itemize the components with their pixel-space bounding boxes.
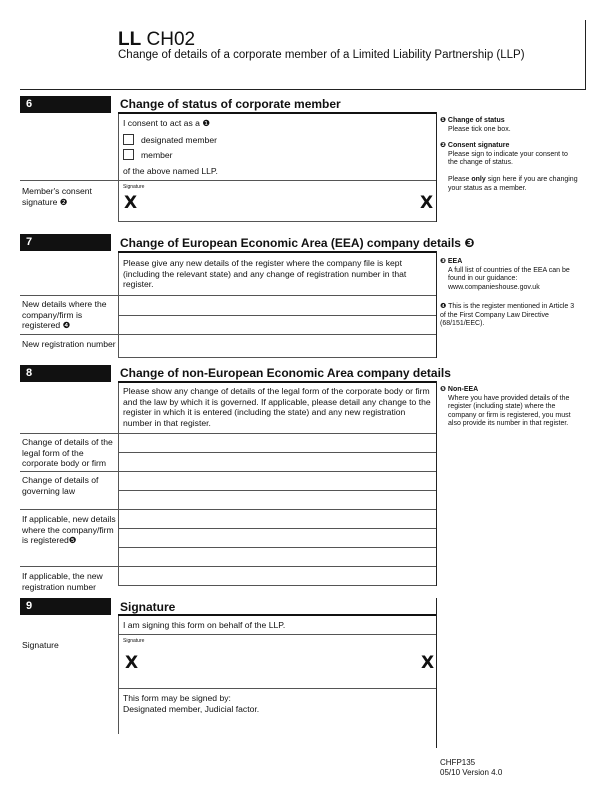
non-eea-register-field-1[interactable] (120, 511, 435, 527)
eea-register-label: New details where the company/firm is registered ❹ (22, 299, 107, 330)
non-eea-regnum-label: If applicable, the new registration number (22, 571, 103, 592)
sign-here-mark-right-9: X (421, 653, 435, 673)
eea-instruction: Please give any new details of the register where the company file is kept (including the relevant state) and any change of registration number in that register. (123, 258, 407, 289)
non-eea-register-label: If applicable, new details where the company/firm is registered❺ (22, 514, 116, 545)
form-code: LL CH02 (118, 29, 196, 50)
eea-regnum-label: New registration number (22, 339, 116, 349)
section-title-7: Change of European Economic Area (EEA) company details ❸ (120, 236, 475, 250)
note-consent-signature: ❷ Consent signature Please sign to indicate your consent to the change of status. (440, 142, 568, 166)
behalf-text: I am signing this form on behalf of the LLP. (123, 620, 286, 630)
non-eea-register-field-3[interactable] (120, 549, 435, 565)
designated-member-label: designated member (141, 135, 217, 145)
eea-register-field-1[interactable] (120, 297, 435, 314)
consent-signature-field[interactable] (122, 183, 434, 220)
signature-caption: Signature (123, 184, 145, 190)
section-number-9: 9 (20, 598, 111, 615)
consent-signature-label: Member's consent signature ❷ (22, 186, 92, 207)
footer-version: 05/10 Version 4.0 (440, 768, 503, 777)
header-frame-right (585, 20, 586, 90)
section-number-7: 7 (20, 234, 111, 251)
designated-member-checkbox[interactable] (123, 134, 134, 145)
header-frame-bottom (20, 89, 586, 90)
section-6-rule (118, 112, 436, 114)
section-number-6: 6 (20, 96, 111, 113)
governing-law-label: Change of details of governing law (22, 475, 99, 496)
signed-by-text: This form may be signed by: (123, 693, 231, 703)
above-llp-text: of the above named LLP. (123, 166, 218, 176)
note-register: ❹ This is the register mentioned in Article 3 of the First Company Law Directive (68/151/EEC). (440, 303, 575, 327)
governing-law-field-2[interactable] (120, 492, 435, 508)
note-change-of-status: ❶ Change of status Please tick one box. (440, 117, 511, 133)
eea-register-field-2[interactable] (120, 317, 435, 333)
sign-here-mark-right: X (420, 193, 434, 213)
member-label: member (141, 150, 173, 160)
note-only-sign: Please only sign here if you are changing your status as a member. (448, 176, 578, 192)
signature-label: Signature (22, 640, 59, 650)
governing-law-field-1[interactable] (120, 473, 435, 489)
llp-signature-field[interactable] (122, 637, 434, 687)
legal-form-field-2[interactable] (120, 454, 435, 470)
non-eea-register-field-2[interactable] (120, 530, 435, 546)
member-checkbox[interactable] (123, 149, 134, 160)
legal-form-field-1[interactable] (120, 435, 435, 451)
sign-here-mark-left-9: X (125, 653, 139, 673)
section-number-8: 8 (20, 365, 111, 382)
form-title: Change of details of a corporate member of a Limited Liability Partnership (LLP) (118, 49, 525, 61)
note-eea: ❸ EEA A full list of countries of the EEA can be found in our guidance: www.companieshouse.gov.uk (440, 258, 570, 291)
section-title-8: Change of non-European Economic Area company details (120, 366, 451, 380)
signers-text: Designated member, Judicial factor. (123, 704, 260, 714)
consent-text: I consent to act as a ❶ (123, 118, 211, 128)
section-title-6: Change of status of corporate member (120, 97, 341, 111)
footer-code: CHFP135 (440, 758, 476, 767)
non-eea-instruction: Please show any change of details of the legal form of the corporate body or firm and the law by which it is governed. If applicable, please detail any change to the register in which it is entered (including the state) and any new registration number in that register. (123, 386, 431, 428)
section-title-9: Signature (120, 600, 176, 614)
legal-form-label: Change of details of the legal form of the corporate body or firm (22, 437, 113, 468)
non-eea-regnum-field[interactable] (120, 568, 435, 585)
eea-regnum-field[interactable] (120, 336, 435, 356)
signature-caption-9: Signature (123, 638, 145, 644)
sign-here-mark-left: X (124, 193, 138, 213)
note-non-eea: ❺ Non-EEA Where you have provided details of the register (including state) where the company or firm is registered, you must also provide its number in that register. (440, 386, 571, 427)
